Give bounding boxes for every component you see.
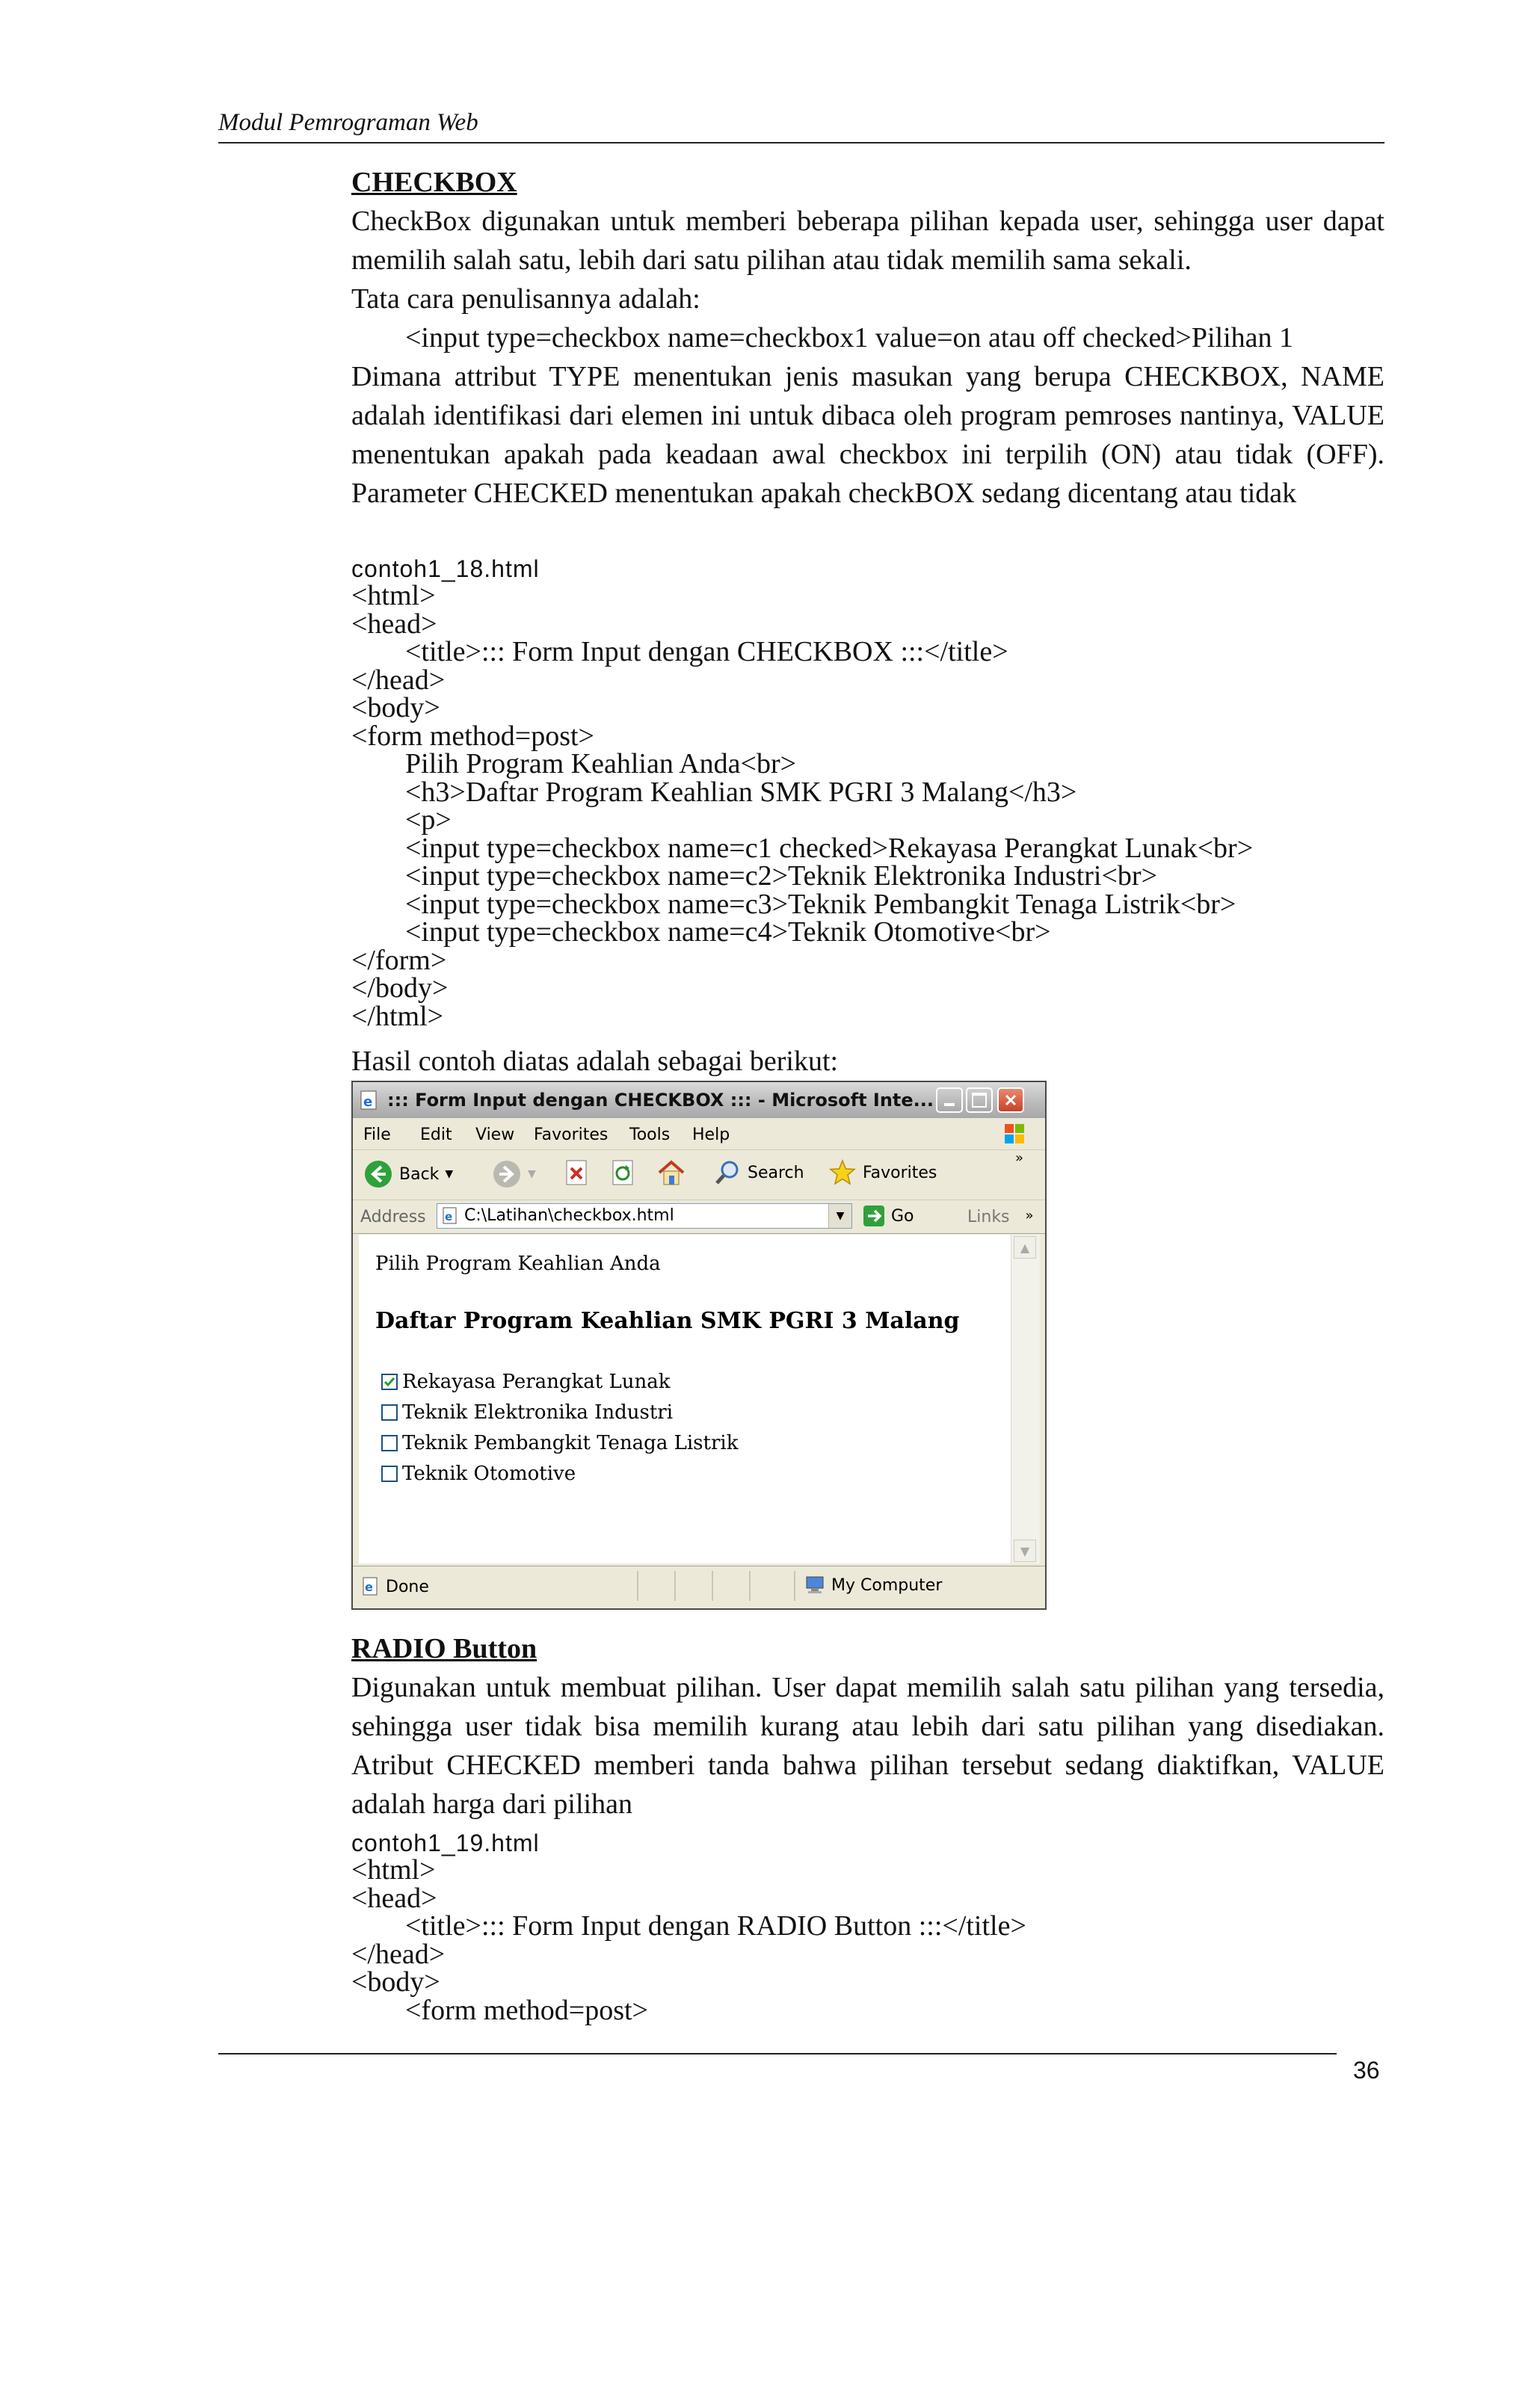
check-mark-icon [383, 1376, 395, 1388]
page-icon [441, 1207, 459, 1225]
menu-favorites[interactable]: Favorites [534, 1126, 609, 1144]
scroll-up-icon[interactable]: ▲ [1014, 1236, 1036, 1259]
svg-text:e: e [363, 1094, 373, 1110]
code-line: <body> [351, 692, 440, 723]
forward-arrow-icon [492, 1159, 522, 1189]
code-line: <html> [351, 580, 436, 611]
code-line: <title>::: Form Input dengan RADIO Button :::</title> [405, 1910, 1026, 1942]
code-line: <html> [351, 1854, 436, 1886]
code-line: </body> [351, 972, 449, 1004]
code-line: <input type=checkbox name=c3>Teknik Pembangkit Tenaga Listrik<br> [405, 888, 1236, 920]
ie-page-icon [359, 1090, 380, 1111]
refresh-button[interactable] [610, 1159, 637, 1186]
code-line: <body> [351, 1966, 440, 1998]
go-label: Go [891, 1206, 914, 1226]
back-label: Back [399, 1164, 440, 1184]
checkbox-box[interactable] [381, 1374, 398, 1390]
status-text: Done [386, 1577, 429, 1596]
code-line: </head> [351, 1938, 446, 1970]
status-zone [804, 1575, 942, 1595]
my-computer-icon [804, 1575, 825, 1595]
vertical-scrollbar[interactable] [1011, 1235, 1040, 1563]
status-divider [674, 1571, 676, 1601]
links-button[interactable] [967, 1208, 1034, 1226]
links-overflow-icon: » [1025, 1208, 1034, 1223]
radio-section [351, 1629, 1384, 1824]
checkbox-box[interactable] [381, 1435, 398, 1451]
scroll-down-icon[interactable]: ▼ [1014, 1540, 1036, 1562]
code-line: </html> [351, 1000, 444, 1032]
code-line: Pilih Program Keahlian Anda<br> [405, 748, 797, 779]
code-line: <p> [405, 804, 452, 836]
home-button[interactable] [656, 1159, 686, 1186]
page-content [359, 1235, 1011, 1563]
syntax-intro: Tata cara penulisannya adalah: [351, 283, 700, 315]
chevron-down-icon: ▼ [836, 1210, 845, 1222]
syntax-line: <input type=checkbox name=checkbox1 value=on atau off checked>Pilihan 1 [405, 322, 1294, 354]
toolbar-overflow-icon[interactable]: » [1015, 1150, 1024, 1166]
checkbox-label: Teknik Elektronika Industri [402, 1401, 674, 1424]
status-done [360, 1577, 429, 1596]
go-button[interactable] [863, 1205, 914, 1227]
menu-file[interactable]: File [363, 1126, 391, 1144]
radio-heading: RADIO Button [351, 1633, 537, 1664]
title-bar [353, 1082, 1045, 1118]
checkbox-box[interactable] [381, 1466, 398, 1482]
minimize-button[interactable] [936, 1087, 963, 1113]
radio-intro: Digunakan untuk membuat pilihan. User dapat memilih salah satu pilihan yang tersedia, sehingga user tidak bisa memilih kurang atau lebih dari satu pilihan yang disediakan. Atribut CHECKED memberi tanda bahwa pilihan tersebut sedang diaktifkan, VALUE adalah harga dari pilihan [351, 1672, 1384, 1820]
menu-help[interactable]: Help [692, 1126, 730, 1144]
checkbox-heading: CHECKBOX [351, 167, 517, 198]
back-arrow-icon [363, 1159, 393, 1189]
back-dropdown-icon[interactable]: ▼ [445, 1168, 454, 1180]
footer-rule [218, 2053, 1337, 2054]
code-line: <form method=post> [405, 1994, 648, 2026]
back-button[interactable] [363, 1159, 453, 1189]
forward-dropdown-icon: ▼ [528, 1168, 536, 1180]
code-listing-19 [351, 1856, 1026, 2025]
file-name-18: contoh1_18.html [351, 555, 540, 582]
checkbox-section [351, 163, 1384, 513]
header-rule [218, 142, 1384, 143]
toolbar [353, 1150, 1045, 1200]
checkbox-explanation: Dimana attribut TYPE menentukan jenis masukan yang berupa CHECKBOX, NAME adalah identifikasi dari elemen ini untuk dibaca oleh program pemroses nantinya, VALUE menentukan apakah pada keadaan awal checkbox ini terpilih (ON) atau tidak (OFF). Parameter CHECKED menentukan apakah checkBOX sedang dicentang atau tidak [351, 361, 1384, 509]
svg-text:e: e [445, 1210, 453, 1223]
home-icon [656, 1159, 686, 1186]
page-number: 36 [1353, 2057, 1380, 2084]
code-line: <head> [351, 1882, 437, 1914]
checkbox-box[interactable] [381, 1404, 398, 1421]
close-button[interactable] [997, 1087, 1024, 1113]
svg-text:e: e [365, 1580, 373, 1594]
code-line: <head> [351, 608, 437, 640]
code-listing-18 [351, 582, 1253, 1031]
address-text: C:\Latihan\checkbox.html [464, 1206, 674, 1225]
go-arrow-icon [863, 1205, 885, 1227]
browser-window [351, 1081, 1047, 1610]
forward-button[interactable] [492, 1159, 536, 1189]
code-line: <input type=checkbox name=c2>Teknik Elektronika Industri<br> [405, 860, 1157, 892]
checkbox-elektronika[interactable] [381, 1401, 673, 1424]
stop-icon [564, 1159, 591, 1186]
code-line: <h3>Daftar Program Keahlian SMK PGRI 3 Malang</h3> [405, 776, 1077, 808]
address-dropdown-button[interactable] [828, 1204, 851, 1228]
checkbox-label: Teknik Pembangkit Tenaga Listrik [402, 1432, 739, 1454]
minimize-icon [944, 1103, 955, 1106]
running-header: Modul Pemrograman Web [218, 109, 478, 136]
stop-button[interactable] [564, 1159, 591, 1186]
code-line: </form> [351, 944, 447, 976]
window-title: ::: Form Input dengan CHECKBOX ::: - Microsoft Inte... [387, 1090, 934, 1111]
zone-text: My Computer [831, 1575, 943, 1595]
checkbox-label: Rekayasa Perangkat Lunak [402, 1371, 671, 1393]
maximize-button[interactable] [966, 1087, 993, 1113]
page-heading: Daftar Program Keahlian SMK PGRI 3 Malang [375, 1308, 960, 1334]
menu-edit[interactable]: Edit [420, 1126, 452, 1144]
close-icon [1004, 1093, 1017, 1107]
search-button[interactable] [715, 1159, 804, 1186]
menu-tools[interactable]: Tools [629, 1126, 671, 1144]
favorites-star-icon [828, 1159, 857, 1186]
checkbox-otomotive[interactable] [381, 1463, 576, 1485]
status-divider [712, 1571, 713, 1601]
checkbox-label: Teknik Otomotive [402, 1463, 576, 1485]
favorites-label: Favorites [863, 1163, 937, 1182]
code-line: <input type=checkbox name=c4>Teknik Otomotive<br> [405, 916, 1051, 948]
page-intro: Pilih Program Keahlian Anda [375, 1253, 661, 1275]
maximize-icon [972, 1093, 987, 1108]
address-label: Address [360, 1208, 426, 1226]
links-label: Links [967, 1208, 1010, 1226]
code-line: <input type=checkbox name=c1 checked>Rekayasa Perangkat Lunak<br> [405, 832, 1254, 864]
address-input[interactable] [437, 1203, 852, 1229]
refresh-icon [610, 1159, 637, 1186]
status-bar [353, 1566, 1045, 1608]
menu-bar [353, 1120, 1045, 1150]
menu-view[interactable]: View [475, 1126, 515, 1144]
search-label: Search [748, 1163, 804, 1182]
favorites-button[interactable] [828, 1159, 937, 1186]
status-divider [637, 1571, 638, 1601]
windows-logo-icon [997, 1123, 1032, 1148]
checkbox-rpl[interactable] [381, 1371, 671, 1393]
page-done-icon [360, 1577, 380, 1596]
code-line: <title>::: Form Input dengan CHECKBOX :::</title> [405, 636, 1008, 667]
address-bar [353, 1200, 1045, 1234]
checkbox-intro: CheckBox digunakan untuk memberi beberapa pilihan kepada user, sehingga user dapat memilih salah satu, lebih dari satu pilihan atau tidak memilih sama sekali. [351, 206, 1384, 276]
checkbox-pembangkit[interactable] [381, 1432, 738, 1454]
status-divider [749, 1571, 751, 1601]
code-line: </head> [351, 664, 446, 696]
file-name-19: contoh1_19.html [351, 1830, 540, 1856]
status-divider [794, 1571, 795, 1601]
search-icon [715, 1159, 742, 1186]
result-caption: Hasil contoh diatas adalah sebagai berikut: [351, 1046, 839, 1077]
code-line: <form method=post> [351, 720, 594, 752]
